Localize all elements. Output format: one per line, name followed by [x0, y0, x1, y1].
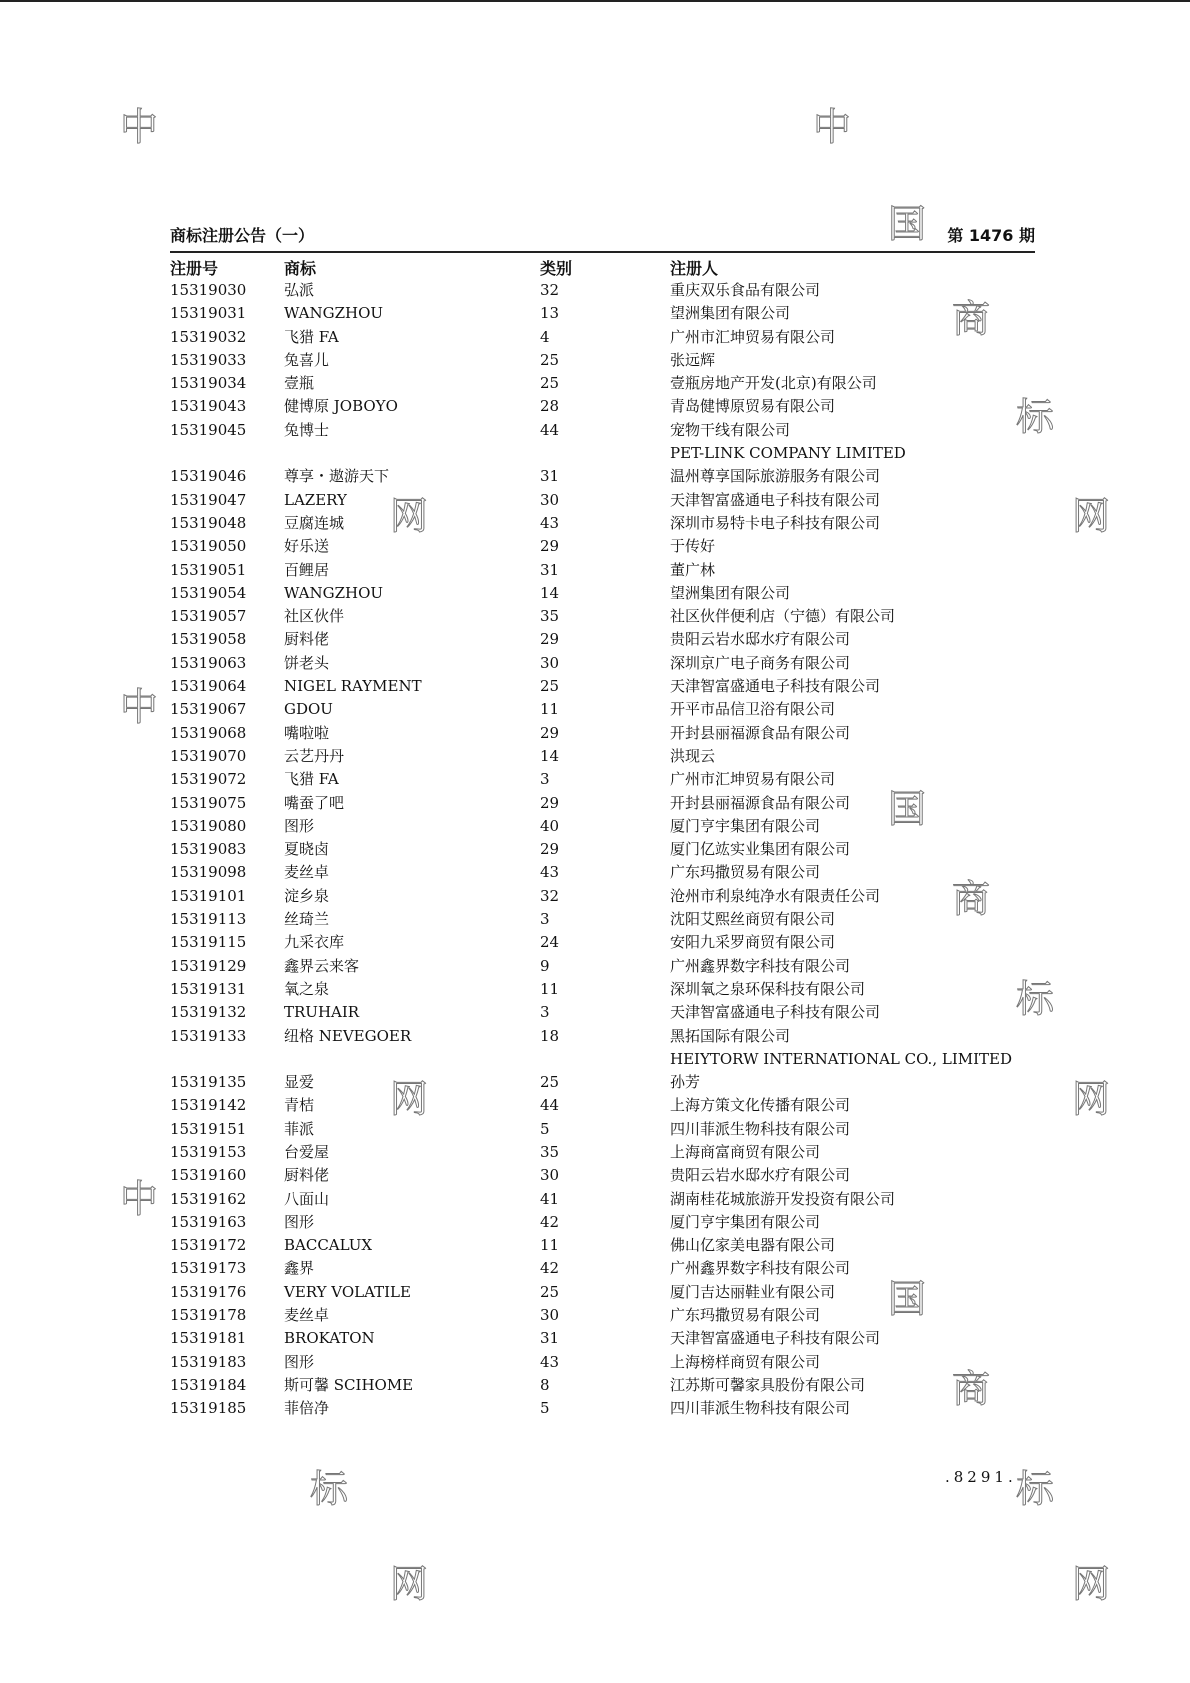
table-row — [0, 605, 1190, 628]
table-row — [0, 815, 1190, 838]
registration-number: 15319162 — [170, 1189, 247, 1208]
registration-number: 15319075 — [170, 793, 247, 812]
class-number: 29 — [540, 793, 560, 812]
registration-number: 15319101 — [170, 886, 247, 905]
registrant-name: 深圳京广电子商务有限公司 — [670, 653, 851, 672]
table-row — [0, 326, 1190, 349]
watermark-glyph: 标 — [310, 1467, 349, 1511]
class-number: 29 — [540, 840, 560, 859]
registration-number: 15319163 — [170, 1212, 247, 1231]
class-number: 11 — [540, 979, 560, 998]
class-number: 3 — [540, 1003, 550, 1022]
registrant-name: 厦门亨宇集团有限公司 — [670, 1212, 821, 1231]
trademark-name: 百鲤居 — [284, 560, 330, 579]
class-number: 44 — [540, 420, 560, 439]
watermark-glyph: 标 — [1016, 395, 1055, 439]
registration-number: 15319033 — [170, 350, 247, 369]
trademark-name: 嘴啦啦 — [284, 723, 330, 742]
class-number: 40 — [540, 816, 560, 835]
trademark-name: BROKATON — [284, 1329, 375, 1348]
watermark-glyph: 网 — [1072, 1077, 1111, 1121]
registrant-name: 佛山亿家美电器有限公司 — [670, 1236, 836, 1255]
class-number: 43 — [540, 1352, 560, 1371]
table-row — [0, 838, 1190, 861]
class-number: 43 — [540, 513, 560, 532]
class-number: 30 — [540, 1166, 560, 1185]
registrant-name: 厦门吉达丽鞋业有限公司 — [670, 1282, 836, 1301]
class-number: 31 — [540, 1329, 560, 1348]
registration-number: 15319045 — [170, 420, 247, 439]
trademark-name: 夏晓卤 — [284, 840, 330, 859]
registrant-name: 宠物干线有限公司 — [670, 420, 791, 439]
trademark-name: TRUHAIR — [284, 1003, 360, 1022]
registrant-name: 开封县丽福源食品有限公司 — [670, 793, 851, 812]
trademark-name: WANGZHOU — [284, 583, 384, 602]
registrant-name: 广州鑫界数字科技有限公司 — [670, 1259, 851, 1278]
class-number: 5 — [540, 1119, 550, 1138]
registration-number: 15319054 — [170, 583, 247, 602]
column-header-class: 类别 — [540, 259, 573, 278]
registration-number: 15319034 — [170, 374, 247, 393]
table-row — [0, 652, 1190, 675]
registrant-name: 开封县丽福源食品有限公司 — [670, 723, 851, 742]
class-number: 25 — [540, 1073, 560, 1092]
registrant-name: 广州市汇坤贸易有限公司 — [670, 327, 836, 346]
class-number: 30 — [540, 490, 560, 509]
watermark-glyph: 商 — [952, 297, 991, 341]
class-number: 41 — [540, 1189, 560, 1208]
table-row — [0, 675, 1190, 698]
registration-number: 15319183 — [170, 1352, 247, 1371]
trademark-name: 尊享・遨游天下 — [284, 467, 390, 486]
registration-number: 15319135 — [170, 1073, 247, 1092]
registration-number: 15319068 — [170, 723, 247, 742]
page-header — [170, 223, 1035, 253]
registration-number: 15319132 — [170, 1003, 247, 1022]
registrant-name: 上海商富商贸有限公司 — [670, 1142, 821, 1161]
table-row — [0, 698, 1190, 721]
issue-number: 第 1476 期 — [947, 226, 1035, 245]
trademark-name: 菲派 — [284, 1119, 315, 1138]
table-row — [0, 1188, 1190, 1211]
trademark-name: 鑫界 — [284, 1259, 315, 1278]
registrant-name: 张远辉 — [670, 350, 716, 369]
table-row — [0, 535, 1190, 558]
table-row — [0, 908, 1190, 931]
trademark-name: 壹瓶 — [284, 374, 315, 393]
class-number: 30 — [540, 653, 560, 672]
registration-number: 15319131 — [170, 979, 247, 998]
table-row — [0, 978, 1190, 1001]
table-row — [0, 722, 1190, 745]
class-number: 3 — [540, 770, 550, 789]
registration-number: 15319153 — [170, 1142, 247, 1161]
trademark-name: 嘴蚕了吧 — [284, 793, 345, 812]
registration-number: 15319050 — [170, 537, 247, 556]
registrant-name: 社区伙伴便利店（宁德）有限公司 — [670, 607, 896, 626]
class-number: 25 — [540, 1282, 560, 1301]
watermark-glyph: 网 — [1072, 494, 1111, 538]
class-number: 11 — [540, 1236, 560, 1255]
table-row — [0, 931, 1190, 954]
class-number: 25 — [540, 350, 560, 369]
registrant-name: 江苏斯可馨家具股份有限公司 — [670, 1375, 866, 1394]
registration-number: 15319064 — [170, 677, 247, 696]
registrant-name: 开平市品信卫浴有限公司 — [670, 700, 836, 719]
registration-number: 15319063 — [170, 653, 247, 672]
registration-number: 15319032 — [170, 327, 247, 346]
table-row — [0, 955, 1190, 978]
class-number: 28 — [540, 397, 560, 416]
registrant-name: 厦门亨宇集团有限公司 — [670, 816, 821, 835]
registration-number: 15319030 — [170, 281, 247, 299]
registrant-name: 四川菲派生物科技有限公司 — [670, 1399, 851, 1418]
table-row — [0, 465, 1190, 488]
trademark-name: 淀乡泉 — [284, 886, 330, 905]
watermark-glyph: 商 — [952, 877, 991, 921]
registration-number: 15319098 — [170, 863, 247, 882]
trademark-name: 兔博士 — [284, 420, 330, 439]
registrant-name: 重庆双乐食品有限公司 — [670, 281, 821, 299]
trademark-name: NIGEL RAYMENT — [284, 677, 422, 696]
registration-number: 15319178 — [170, 1306, 247, 1325]
trademark-name: 云艺丹丹 — [284, 746, 345, 765]
class-number: 29 — [540, 723, 560, 742]
table-row — [0, 349, 1190, 372]
trademark-name: 弘派 — [284, 281, 315, 299]
trademark-name: WANGZHOU — [284, 304, 384, 323]
class-number: 25 — [540, 374, 560, 393]
registration-number: 15319173 — [170, 1259, 247, 1278]
trademark-name: LAZERY — [284, 490, 347, 509]
table-row — [0, 279, 1190, 302]
registration-number: 15319046 — [170, 467, 247, 486]
table-row — [0, 1374, 1190, 1397]
table-row — [0, 1304, 1190, 1327]
trademark-name: 九采衣库 — [284, 933, 345, 952]
trademark-name: 麦丝卓 — [284, 1306, 330, 1325]
table-row — [0, 1118, 1190, 1141]
class-number: 32 — [540, 281, 560, 299]
registration-number: 15319080 — [170, 816, 247, 835]
registrant-name: 天津智富盛通电子科技有限公司 — [670, 490, 881, 509]
column-header-mark: 商标 — [284, 259, 317, 278]
registrant-name: 于传好 — [670, 537, 716, 556]
class-number: 42 — [540, 1212, 560, 1231]
trademark-name: 社区伙伴 — [284, 607, 345, 626]
trademark-name: 麦丝卓 — [284, 863, 330, 882]
registrant-name: 深圳氧之泉环保科技有限公司 — [670, 979, 866, 998]
table-row — [0, 1001, 1190, 1024]
table-row — [0, 1048, 1190, 1071]
registrant-name: 贵阳云岩水邸水疗有限公司 — [670, 1166, 851, 1185]
registration-number: 15319051 — [170, 560, 247, 579]
trademark-name: 饼老头 — [284, 653, 330, 672]
registration-number: 15319048 — [170, 513, 247, 532]
class-number: 14 — [540, 583, 560, 602]
trademark-name: 鑫界云来客 — [284, 956, 360, 975]
trademark-name: BACCALUX — [284, 1236, 373, 1255]
registration-number: 15319129 — [170, 956, 247, 975]
registrant-name: 安阳九采罗商贸有限公司 — [670, 933, 836, 952]
registration-number: 15319083 — [170, 840, 247, 859]
table-row — [0, 1094, 1190, 1117]
table-row — [0, 1025, 1190, 1048]
registrant-name: 黑拓国际有限公司 — [670, 1026, 791, 1045]
watermark-glyph: 中 — [120, 105, 159, 149]
trademark-name: 厨料佬 — [284, 630, 330, 649]
registration-number: 15319043 — [170, 397, 247, 416]
table-row — [0, 442, 1190, 465]
class-number: 11 — [540, 700, 560, 719]
trademark-name: 氧之泉 — [284, 979, 330, 998]
table-row — [0, 1164, 1190, 1187]
class-number: 18 — [540, 1026, 560, 1045]
class-number: 44 — [540, 1096, 560, 1115]
watermark-glyph: 中 — [120, 1177, 159, 1221]
registration-number: 15319133 — [170, 1026, 247, 1045]
registration-number: 15319047 — [170, 490, 247, 509]
trademark-name: 豆腐连城 — [284, 513, 345, 532]
registrant-name: 天津智富盛通电子科技有限公司 — [670, 677, 881, 696]
watermark-glyph: 网 — [390, 494, 429, 538]
trademark-name: 显爱 — [284, 1073, 315, 1092]
top-border-line — [0, 0, 1190, 2]
table-row — [0, 745, 1190, 768]
table-row — [0, 372, 1190, 395]
watermark-glyph: 国 — [888, 787, 927, 831]
class-number: 5 — [540, 1399, 550, 1418]
registrant-name: PET-LINK COMPANY LIMITED — [670, 444, 906, 463]
watermark-glyph: 网 — [390, 1562, 429, 1606]
class-number: 43 — [540, 863, 560, 882]
class-number: 24 — [540, 933, 560, 952]
class-number: 42 — [540, 1259, 560, 1278]
class-number: 29 — [540, 537, 560, 556]
class-number: 35 — [540, 607, 560, 626]
trademark-name: 纽格 NEVEGOER — [284, 1026, 412, 1045]
registration-number: 15319067 — [170, 700, 247, 719]
trademark-name: 健博原 JOBOYO — [284, 397, 398, 416]
registrant-name: 厦门亿竑实业集团有限公司 — [670, 840, 851, 859]
registrant-name: 广州鑫界数字科技有限公司 — [670, 956, 851, 975]
registrant-name: 四川菲派生物科技有限公司 — [670, 1119, 851, 1138]
trademark-name: 八面山 — [284, 1189, 330, 1208]
watermark-glyph: 国 — [888, 202, 927, 246]
table-row — [0, 1234, 1190, 1257]
registrant-name: 上海方策文化传播有限公司 — [670, 1096, 851, 1115]
table-row — [0, 1257, 1190, 1280]
class-number: 30 — [540, 1306, 560, 1325]
registrant-name: 沧州市利泉纯净水有限责任公司 — [670, 886, 881, 905]
watermark-glyph: 标 — [1016, 977, 1055, 1021]
class-number: 31 — [540, 467, 560, 486]
registration-number: 15319181 — [170, 1329, 247, 1348]
table-row — [0, 302, 1190, 325]
registrant-name: 望洲集团有限公司 — [670, 304, 791, 323]
registrant-name: 孙芳 — [670, 1073, 701, 1092]
class-number: 29 — [540, 630, 560, 649]
trademark-name: 兔喜儿 — [284, 350, 330, 369]
registrant-name: 广东玛撒贸易有限公司 — [670, 1306, 821, 1325]
registration-number: 15319031 — [170, 304, 247, 323]
trademark-name: 图形 — [284, 1212, 315, 1231]
registrant-name: 上海榜样商贸有限公司 — [670, 1352, 821, 1371]
trademark-name: 图形 — [284, 1352, 315, 1371]
registrant-name: 青岛健博原贸易有限公司 — [670, 397, 836, 416]
watermark-glyph: 标 — [1016, 1467, 1055, 1511]
table-row — [0, 419, 1190, 442]
registrant-name: 董广林 — [670, 560, 716, 579]
registration-number: 15319072 — [170, 770, 247, 789]
registrant-name: 壹瓶房地产开发(北京)有限公司 — [670, 374, 877, 393]
table-row — [0, 559, 1190, 582]
registration-number: 15319115 — [170, 933, 247, 952]
table-row — [0, 512, 1190, 535]
registrant-name: 深圳市易特卡电子科技有限公司 — [670, 513, 881, 532]
trademark-name: 菲倍净 — [284, 1399, 330, 1418]
table-row — [0, 1351, 1190, 1374]
class-number: 3 — [540, 910, 550, 929]
class-number: 31 — [540, 560, 560, 579]
watermark-glyph: 商 — [952, 1367, 991, 1411]
registration-number: 15319151 — [170, 1119, 247, 1138]
table-row — [0, 768, 1190, 791]
trademark-name: 台爱屋 — [284, 1142, 330, 1161]
registration-number: 15319185 — [170, 1399, 247, 1418]
registration-number: 15319160 — [170, 1166, 247, 1185]
registrant-name: 广东玛撒贸易有限公司 — [670, 863, 821, 882]
registration-number: 15319057 — [170, 607, 247, 626]
trademark-name: 斯可馨 SCIHOME — [284, 1375, 414, 1394]
registrant-name: 广州市汇坤贸易有限公司 — [670, 770, 836, 789]
registrant-name: 贵阳云岩水邸水疗有限公司 — [670, 630, 851, 649]
registration-number: 15319176 — [170, 1282, 247, 1301]
table-row — [0, 861, 1190, 884]
trademark-name: 青桔 — [284, 1096, 315, 1115]
table-row — [0, 395, 1190, 418]
class-number: 32 — [540, 886, 560, 905]
trademark-name: 丝琦兰 — [284, 910, 330, 929]
trademark-name: 厨料佬 — [284, 1166, 330, 1185]
watermark-glyph: 网 — [1072, 1562, 1111, 1606]
trademark-name: 飞猎 FA — [284, 770, 339, 789]
table-row — [0, 628, 1190, 651]
registrant-name: HEIYTORW INTERNATIONAL CO., LIMITED — [670, 1049, 1013, 1068]
registrant-name: 湖南桂花城旅游开发投资有限公司 — [670, 1189, 896, 1208]
table-row — [0, 1141, 1190, 1164]
table-row — [0, 1397, 1190, 1420]
registration-number: 15319172 — [170, 1236, 247, 1255]
page-title: 商标注册公告（一） — [170, 226, 315, 245]
trademark-name: 飞猎 FA — [284, 327, 339, 346]
trademark-name: 图形 — [284, 816, 315, 835]
registrant-name: 望洲集团有限公司 — [670, 583, 791, 602]
table-row — [0, 792, 1190, 815]
table-row — [0, 582, 1190, 605]
registrant-name: 温州尊享国际旅游服务有限公司 — [670, 467, 881, 486]
table-row — [0, 1327, 1190, 1350]
class-number: 13 — [540, 304, 560, 323]
registration-number: 15319113 — [170, 910, 247, 929]
table-row — [0, 885, 1190, 908]
registration-number: 15319142 — [170, 1096, 247, 1115]
column-header-registrant: 注册人 — [670, 259, 719, 278]
page-number: .8291. — [945, 1468, 1017, 1486]
watermark-glyph: 中 — [813, 105, 852, 149]
class-number: 9 — [540, 956, 550, 975]
class-number: 4 — [540, 327, 550, 346]
class-number: 35 — [540, 1142, 560, 1161]
table-row — [0, 489, 1190, 512]
class-number: 14 — [540, 746, 560, 765]
trademark-table — [0, 279, 1190, 1421]
trademark-name: 好乐送 — [284, 537, 330, 556]
registrant-name: 沈阳艾熙丝商贸有限公司 — [670, 910, 836, 929]
registrant-name: 天津智富盛通电子科技有限公司 — [670, 1003, 881, 1022]
class-number: 8 — [540, 1375, 550, 1394]
trademark-name: VERY VOLATILE — [284, 1282, 411, 1301]
watermark-glyph: 国 — [888, 1277, 927, 1321]
watermark-glyph: 中 — [120, 685, 159, 729]
trademark-name: GDOU — [284, 700, 333, 719]
table-row — [0, 1211, 1190, 1234]
registrant-name: 天津智富盛通电子科技有限公司 — [670, 1329, 881, 1348]
class-number: 25 — [540, 677, 560, 696]
table-row — [0, 1071, 1190, 1094]
column-header-number: 注册号 — [170, 259, 219, 278]
registration-number: 15319058 — [170, 630, 247, 649]
registration-number: 15319070 — [170, 746, 247, 765]
watermark-glyph: 网 — [390, 1077, 429, 1121]
table-row — [0, 1281, 1190, 1304]
registrant-name: 洪现云 — [670, 746, 716, 765]
registration-number: 15319184 — [170, 1375, 247, 1394]
